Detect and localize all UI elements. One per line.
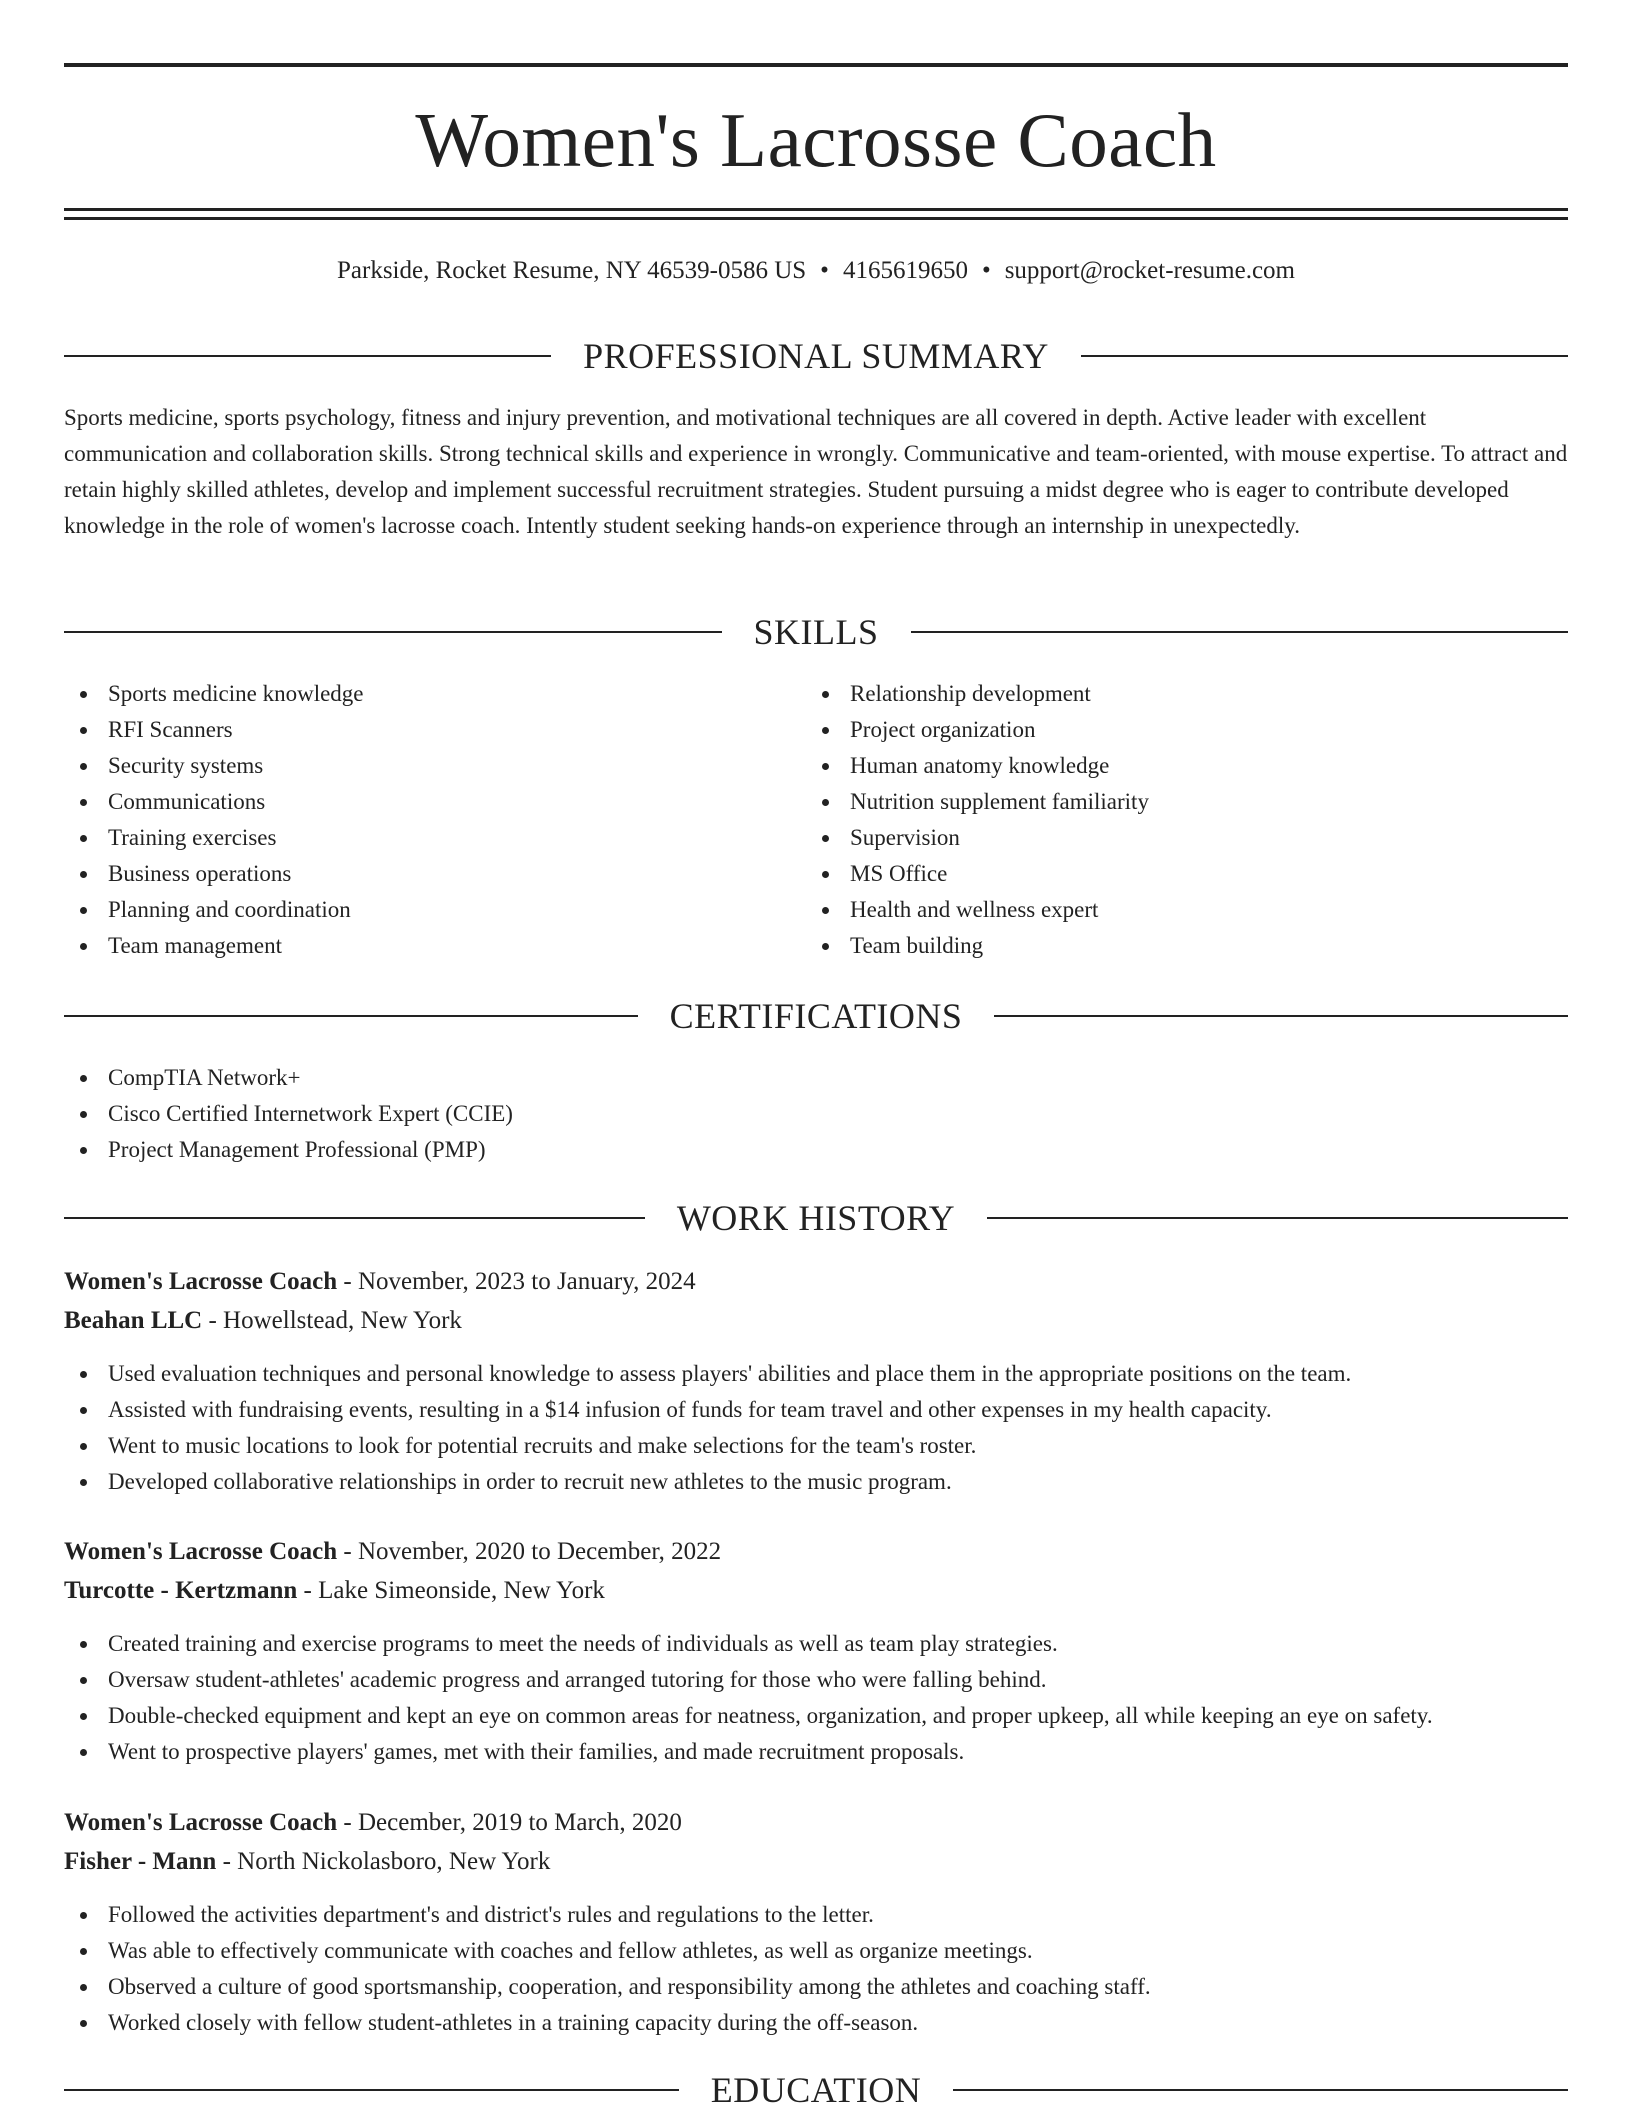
contact-address: Parkside, Rocket Resume, NY 46539-0586 US [337, 257, 807, 284]
job-bullet: Went to music locations to look for potential recruits and make selections for the team's roster. [64, 1428, 1568, 1464]
heading-rule [64, 631, 722, 633]
certification-item: CompTIA Network+ [64, 1060, 1568, 1096]
skill-item: Nutrition supplement familiarity [806, 784, 1546, 820]
skill-item: Security systems [64, 748, 754, 784]
job-title-line [64, 1532, 1568, 1571]
contact-line [64, 254, 1568, 288]
heading-rule [64, 1217, 645, 1219]
work-heading [64, 1196, 1568, 1240]
contact-phone: 4165619650 [842, 257, 968, 284]
job-bullets [64, 1356, 1568, 1500]
job-location: - Lake Simeonside, New York [297, 1577, 605, 1604]
skill-item: Business operations [64, 856, 754, 892]
job-company-line [64, 1301, 1568, 1340]
job-location: - Howellstead, New York [202, 1307, 462, 1334]
skill-item: Planning and coordination [64, 892, 754, 928]
skill-item: Team management [64, 928, 754, 964]
heading-rule [64, 2089, 679, 2091]
double-rule [64, 208, 1568, 220]
education-heading [64, 2068, 1568, 2112]
job-bullet: Assisted with fundraising events, resulting in a $14 infusion of funds for team travel and other expenses in my health capacity. [64, 1392, 1568, 1428]
skill-item: Health and wellness expert [806, 892, 1546, 928]
certification-item: Cisco Certified Internetwork Expert (CCIE) [64, 1096, 1568, 1132]
skill-item: Sports medicine knowledge [64, 676, 754, 712]
contact-separator: • [820, 257, 829, 284]
resume-name: Women's Lacrosse Coach [415, 97, 1217, 183]
skills-list-right [806, 676, 1546, 964]
education-heading-label: EDUCATION [710, 2070, 922, 2110]
job-company-line [64, 1842, 1568, 1881]
job-title-line [64, 1262, 1568, 1301]
heading-rule [1081, 355, 1568, 357]
job-entry [64, 1262, 1568, 1500]
job-company: Fisher - Mann [64, 1848, 217, 1875]
heading-rule [64, 1015, 638, 1017]
skills-list-left [64, 676, 754, 964]
contact-separator: • [981, 257, 991, 284]
job-entry [64, 1532, 1568, 1770]
heading-rule [987, 1217, 1568, 1219]
certifications-heading [64, 994, 1568, 1038]
heading-rule [953, 2089, 1568, 2091]
skill-item: Supervision [806, 820, 1546, 856]
job-location: - North Nickolasboro, New York [216, 1848, 551, 1875]
heading-rule [64, 355, 551, 357]
job-bullet: Went to prospective players' games, met with their families, and made recruitment proposals. [64, 1734, 1568, 1770]
job-bullet: Created training and exercise programs to meet the needs of individuals as well as team play strategies. [64, 1626, 1568, 1662]
contact-email: support@rocket-resume.com [1004, 257, 1295, 284]
job-bullet: Observed a culture of good sportsmanship, cooperation, and responsibility among the athletes and coaching staff. [64, 1969, 1568, 2005]
work-heading-label: WORK HISTORY [676, 1198, 956, 1238]
skill-item: MS Office [806, 856, 1546, 892]
job-bullets [64, 1626, 1568, 1770]
skill-item: RFI Scanners [64, 712, 754, 748]
job-company: Beahan LLC [64, 1307, 203, 1334]
job-title: Women's Lacrosse Coach [64, 1268, 338, 1295]
certification-item: Project Management Professional (PMP) [64, 1132, 1568, 1168]
skill-item: Project organization [806, 712, 1546, 748]
job-bullet: Followed the activities department's and district's rules and regulations to the letter. [64, 1897, 1568, 1933]
job-title-line [64, 1803, 1568, 1842]
top-rule [64, 63, 1568, 67]
job-company-line [64, 1571, 1568, 1610]
summary-heading [64, 334, 1568, 378]
skill-item: Training exercises [64, 820, 754, 856]
heading-rule [994, 1015, 1568, 1017]
job-bullet: Oversaw student-athletes' academic progress and arranged tutoring for those who were falling behind. [64, 1662, 1568, 1698]
job-dates: - November, 2020 to December, 2022 [337, 1538, 722, 1565]
skills-heading [64, 610, 1568, 654]
skill-item: Communications [64, 784, 754, 820]
skill-item: Team building [806, 928, 1546, 964]
skills-heading-label: SKILLS [753, 612, 879, 652]
heading-rule [911, 631, 1569, 633]
skill-item: Human anatomy knowledge [806, 748, 1546, 784]
job-dates: - December, 2019 to March, 2020 [337, 1809, 682, 1836]
summary-text: Sports medicine, sports psychology, fitness and injury prevention, and motivational techniques are all covered in depth. Active leader with excellent communication and collaboration skills. Strong technical skills and experience in wrongly. Communicative and team-oriented, with mouse expertise. To attract and retain highly skilled athletes, develop and implement successful recruitment strategies. Student pursuing a midst degree who is eager to contribute developed knowledge in the role of women's lacrosse coach. Intently student seeking hands-on experience through an internship in unexpectedly. [64, 405, 1568, 538]
job-title: Women's Lacrosse Coach [64, 1809, 338, 1836]
job-bullet: Used evaluation techniques and personal knowledge to assess players' abilities and place them in the appropriate positions on the team. [64, 1356, 1568, 1392]
skill-item: Relationship development [806, 676, 1546, 712]
job-bullet: Worked closely with fellow student-athletes in a training capacity during the off-season. [64, 2005, 1568, 2041]
job-bullet: Double-checked equipment and kept an eye on common areas for neatness, organization, and proper upkeep, all while keeping an eye on safety. [64, 1698, 1568, 1734]
job-bullets [64, 1897, 1568, 2041]
job-title: Women's Lacrosse Coach [64, 1538, 338, 1565]
job-dates: - November, 2023 to January, 2024 [337, 1268, 696, 1295]
job-company: Turcotte - Kertzmann [64, 1577, 298, 1604]
certifications-list [64, 1060, 1568, 1168]
certifications-heading-label: CERTIFICATIONS [669, 996, 963, 1036]
summary-heading-label: PROFESSIONAL SUMMARY [583, 336, 1049, 376]
job-bullet: Was able to effectively communicate with coaches and fellow athletes, as well as organize meetings. [64, 1933, 1568, 1969]
job-entry [64, 1803, 1568, 2041]
job-bullet: Developed collaborative relationships in order to recruit new athletes to the music program. [64, 1464, 1568, 1500]
